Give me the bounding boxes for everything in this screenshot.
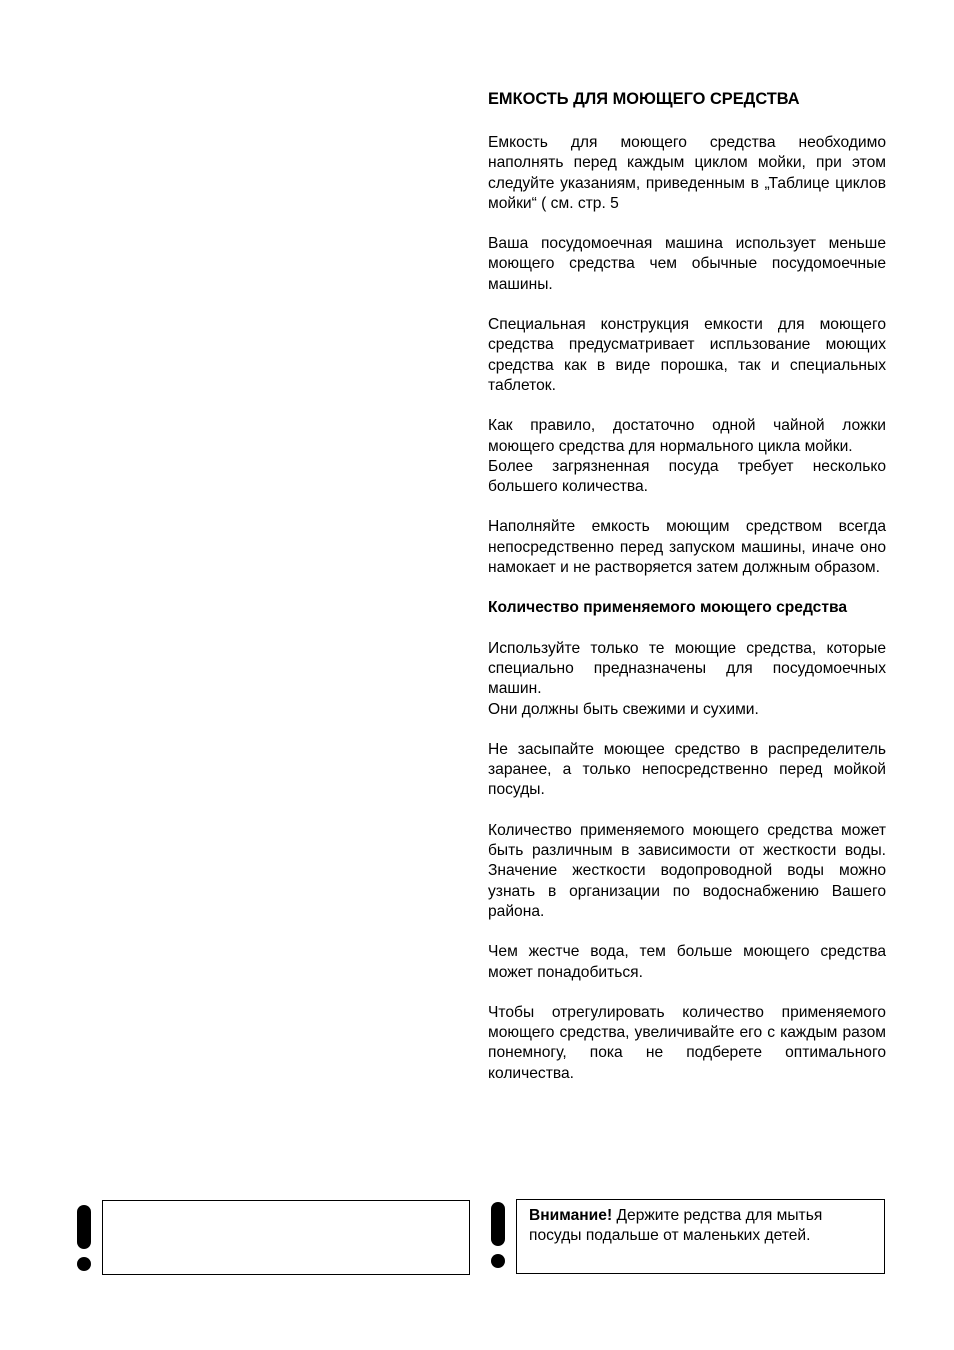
- paragraph-harder-water: Чем жестче вода, тем больше моющего средства может понадобиться.: [488, 943, 886, 981]
- section-heading: ЕМКОСТЬ ДЛЯ МОЮЩЕГО СРЕДСТВА: [488, 90, 800, 108]
- warning-box: [516, 1199, 885, 1274]
- exclamation-icon: [77, 1205, 91, 1271]
- warning-text: Держите редства для мытья посуды подальше от маленьких детей.: [529, 1207, 823, 1245]
- paragraph-do-not-prefill: Не засыпайте моющее средство в распределитель заранее, а только непосредственно перед мойкой посуды.: [488, 740, 886, 799]
- paragraph-fresh-dry: Они должны быть свежими и сухими.: [488, 700, 759, 718]
- main-column: [488, 88, 886, 1104]
- paragraph-water-hardness: Количество применяемого моющего средства может быть различным в зависимости от жесткости воды. Значение жесткости водопроводной воды можно узнать в организации по водоснабжению Вашего района.: [488, 821, 886, 920]
- paragraph-teaspoon: Как правило, достаточно одной чайной ложки моющего средства для нормального цикла мойки.: [488, 417, 886, 455]
- paragraph-fill-every-cycle: Емкость для моющего средства необходимо наполнять перед каждым циклом мойки, при этом следуйте указаниям, приведенным в „Таблице циклов мойки“ ( см. стр. 5: [488, 134, 886, 212]
- paragraph-dirtier-dishes: Более загрязненная посуда требует несколько большего количества.: [488, 457, 886, 496]
- warning-label: Внимание!: [529, 1207, 613, 1224]
- empty-warning-box: [102, 1200, 470, 1275]
- paragraph-special-design: Специальная конструкция емкости для моющего средства предусматривает испльзование моющих средства как в виде порошка, так и специальных таблеток.: [488, 316, 886, 394]
- exclamation-icon: [491, 1202, 505, 1268]
- paragraph-fill-before-start: Наполняйте емкость моющим средством всегда непосредственно перед запуском машины, иначе оно намокает и не растворяется затем должным образом.: [488, 518, 886, 577]
- paragraph-use-special-detergents: Используйте только те моющие средства, которые специально предназначены для посудомоечных машин.: [488, 639, 886, 698]
- paragraph-less-detergent: Ваша посудомоечная машина использует меньше моющего средства чем обычные посудомоечные машины.: [488, 235, 886, 293]
- paragraph-adjust-amount: Чтобы отрегулировать количество применяемого моющего средства, увеличивайте его с каждым разом понемногу, пока не подберете оптимального количества.: [488, 1003, 886, 1082]
- subheading-detergent-amount: Количество применяемого моющего средства: [488, 599, 848, 617]
